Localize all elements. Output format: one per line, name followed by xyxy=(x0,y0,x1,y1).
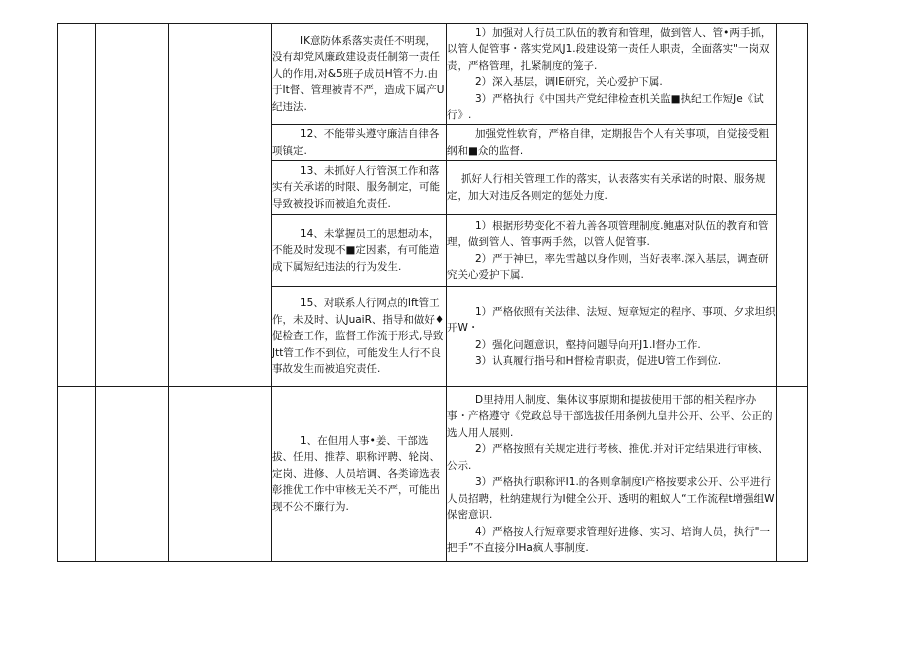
table-row xyxy=(58,387,808,562)
empty-cell xyxy=(169,387,272,562)
measure-item: 3）认真履行指号和H督检青职责，促进U管工作到位. xyxy=(475,355,722,367)
control-measure-cell xyxy=(447,161,777,215)
empty-cell xyxy=(777,387,808,562)
measure-item: 3）严格执行职称评I1.的各则拿制度I产格按要求公开、公平进行人员招聘，杜纳建规行为I健全公开、透明的粗蚁人“工作流程t增强组W保密意识. xyxy=(447,476,775,521)
measure-item: 1）加强对人行员工队伍的教育和管理，做到管人、管•两手抓，以管人促管事・落实党风J1.段建设第一责任人职责，全面落实"一岗双责，严格管理，扎紧制度的笼子. xyxy=(447,26,772,72)
risk-point-text: 12、不能带头遵守廉洁自律各项镇定. xyxy=(272,128,440,157)
measure-item: 2）严格按照有关规定进行考核、推优.并对讦定结果进行审核、公示. xyxy=(447,443,769,472)
risk-point-cell xyxy=(272,24,447,125)
risk-point-cell xyxy=(272,287,447,387)
risk-point-cell xyxy=(272,387,447,562)
control-measure-cell xyxy=(447,287,777,387)
risk-point-cell xyxy=(272,125,447,161)
measure-item: 1）根据形势变化不着九善各项管理制度.鲍惠对队伍的教育和管理，做到管人、管事两手然，以管人促管事. xyxy=(447,219,769,248)
empty-cell xyxy=(96,24,169,387)
measure-item: 加强党性软育，严格自律，定期报告个人有关事项，自觉接受粗纲和■众的监督. xyxy=(447,128,769,157)
measure-item: 抓好人行相关管理工作的落实，认表落实有关承诺的时限、服务规定，加大对违反各则定的惩处力度. xyxy=(447,173,766,202)
risk-point-text: 15、对联系人行网点的Ift管工作，未及时、认JuaiR、指导和做好♦促检查工作，监督工作流于形式,导致Jtt管工作不到位，可能发生人行不良事故发生而被追究责任. xyxy=(272,297,445,376)
empty-cell xyxy=(96,387,169,562)
measure-item: 2）严于神巳，率先雪越以身作则，当好表率.深入基层，调查研究关心爱护下属. xyxy=(447,252,769,281)
table-row xyxy=(58,24,808,125)
measure-item: 2）深入基层，调IE研究，关心爱护下属. xyxy=(475,76,663,88)
empty-cell xyxy=(58,387,96,562)
control-measure-cell xyxy=(447,24,777,125)
empty-cell xyxy=(777,24,808,387)
risk-point-cell xyxy=(272,215,447,287)
measure-item: D里持用人制度、集体议事原期和提拔使用干部的相关程序办事・产格遵守《党政总导干部选拔任用条例九皇井公开、公平、公正的选人用人展则. xyxy=(447,393,773,439)
measure-item: 4）严格按人行短章要求管理好进修、实习、培询人员，执行"一把手”不直接分IHa疯人事制度. xyxy=(447,525,771,554)
measure-item: 2）强化问题意识，壑持问题导向开J1.I督办工作. xyxy=(475,338,701,351)
measure-item: 1）严格依照有关法律、法短、短章短定的程序、事项、夕求坦织开W・ xyxy=(447,305,776,334)
risk-point-cell xyxy=(272,161,447,215)
risk-point-text: IK意防体系落实责任不明现，没有却党风廉政建设责任制第一责任人的作用,对&5班子成员H管不力.由于It督、管理被青不严，造成下属产U纪违法. xyxy=(272,34,445,113)
measure-item: 3）严格执行《中国共产党纪律检查机关监■执纪工作短Je《试行》. xyxy=(447,92,764,121)
empty-cell xyxy=(58,24,96,387)
risk-point-text: 1、在但用人事•姜、干部选拔、任用、推荐、职称评聘、轮岗、定岗、进修、人员培调、各类谛选表彰推优工作中审核无关不严，可能出现不公不廉行为. xyxy=(272,434,440,513)
control-measure-cell xyxy=(447,125,777,161)
empty-cell xyxy=(169,24,272,387)
control-measure-cell xyxy=(447,387,777,562)
risk-point-text: 13、未抓好人行管溟工作和落实有关承诺的时限、服务制定，可能导致被投诉而被追允责任. xyxy=(272,164,440,210)
risk-control-table xyxy=(57,23,808,562)
control-measure-cell xyxy=(447,215,777,287)
risk-point-text: 14、未掌握员工的思想动本，不能及时发现不■定因素，有可能造成下属短纪违法的行为发生. xyxy=(272,227,440,273)
